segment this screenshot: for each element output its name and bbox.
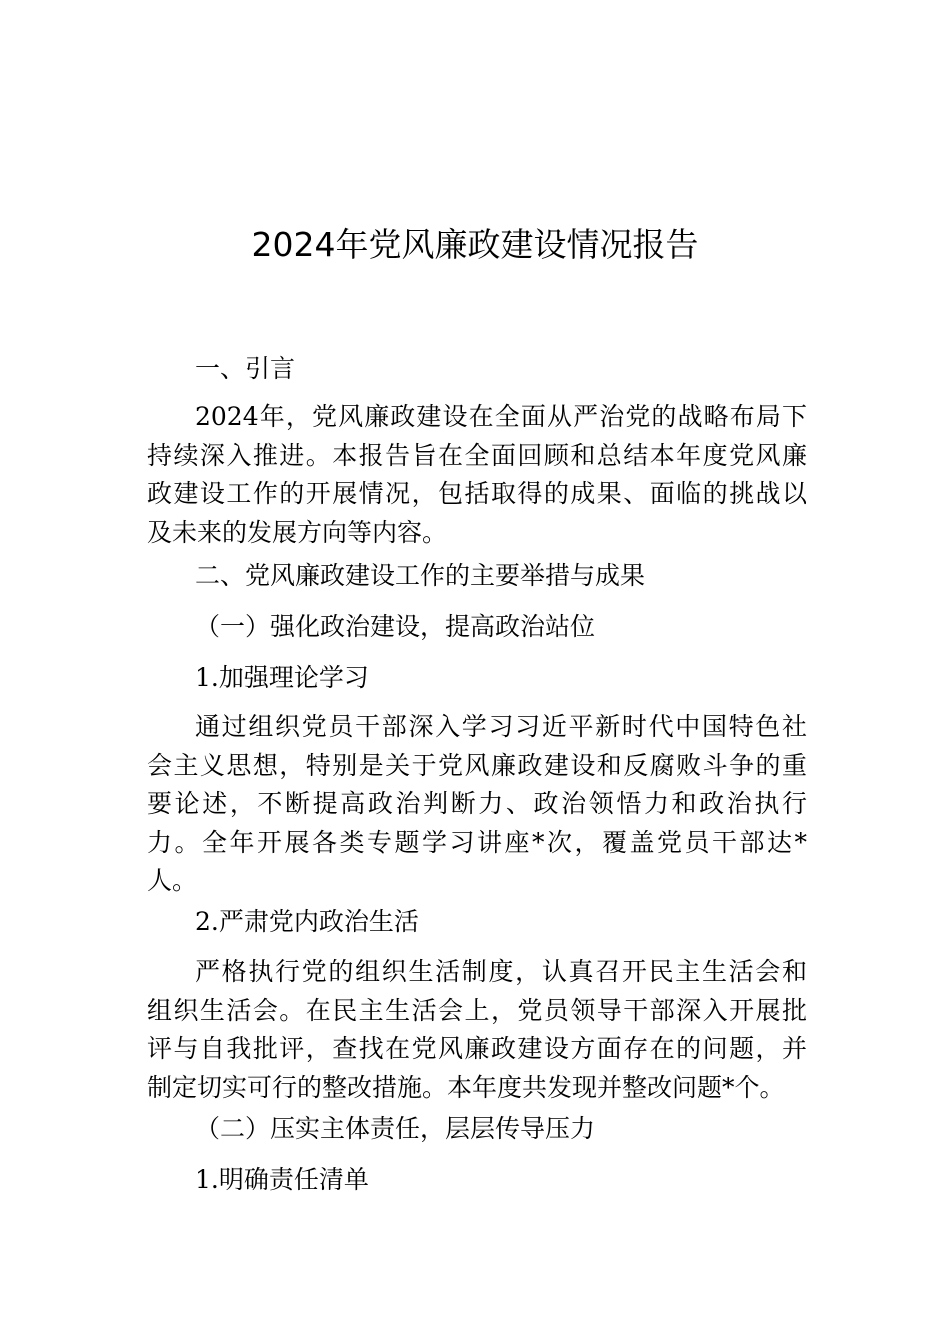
paragraph-line: 政建设工作的开展情况，包括取得的成果、面临的挑战以 <box>147 479 807 508</box>
paragraph-line: 要论述，不断提高政治判断力、政治领悟力和政治执行 <box>147 789 807 818</box>
item-2-paragraph <box>147 953 807 1107</box>
item-1-heading: 1.加强理论学习 <box>195 663 369 692</box>
paragraph-line: 评与自我批评，查找在党风廉政建设方面存在的问题，并 <box>147 1034 807 1063</box>
paragraph-line: 及未来的发展方向等内容。 <box>147 517 448 547</box>
section-1-heading: 一、引言 <box>195 354 296 383</box>
item-2-heading: 2.严肃党内政治生活 <box>195 907 419 936</box>
item-1-heading: 1.明确责任清单 <box>195 1165 369 1194</box>
paragraph-line: 通过组织党员干部深入学习习近平新时代中国特色社 <box>195 712 807 741</box>
paragraph-line: 会主义思想，特别是关于党风廉政建设和反腐败斗争的重 <box>147 750 807 780</box>
paragraph-line: 严格执行党的组织生活制度，认真召开民主生活会和 <box>195 957 807 986</box>
section-1-paragraph <box>147 398 807 552</box>
paragraph-line: 2024年，党风廉政建设在全面从严治党的战略布局下 <box>195 402 807 431</box>
paragraph-line: 人。 <box>147 866 198 895</box>
subsection-2-heading: （二）压实主体责任，层层传导压力 <box>195 1114 596 1143</box>
paragraph-line: 组织生活会。在民主生活会上，党员领导干部深入开展批 <box>147 995 807 1025</box>
paragraph-line: 制定切实可行的整改措施。本年度共发现并整改问题*个。 <box>147 1072 785 1102</box>
section-2-heading: 二、党风廉政建设工作的主要举措与成果 <box>195 561 646 590</box>
document-title: 2024年党风廉政建设情况报告 <box>251 225 699 264</box>
paragraph-line: 持续深入推进。本报告旨在全面回顾和总结本年度党风廉 <box>147 440 807 470</box>
item-1-paragraph <box>147 708 807 901</box>
paragraph-line: 力。全年开展各类专题学习讲座*次，覆盖党员干部达* <box>147 827 807 857</box>
subsection-1-heading: （一）强化政治建设，提高政治站位 <box>195 612 596 641</box>
